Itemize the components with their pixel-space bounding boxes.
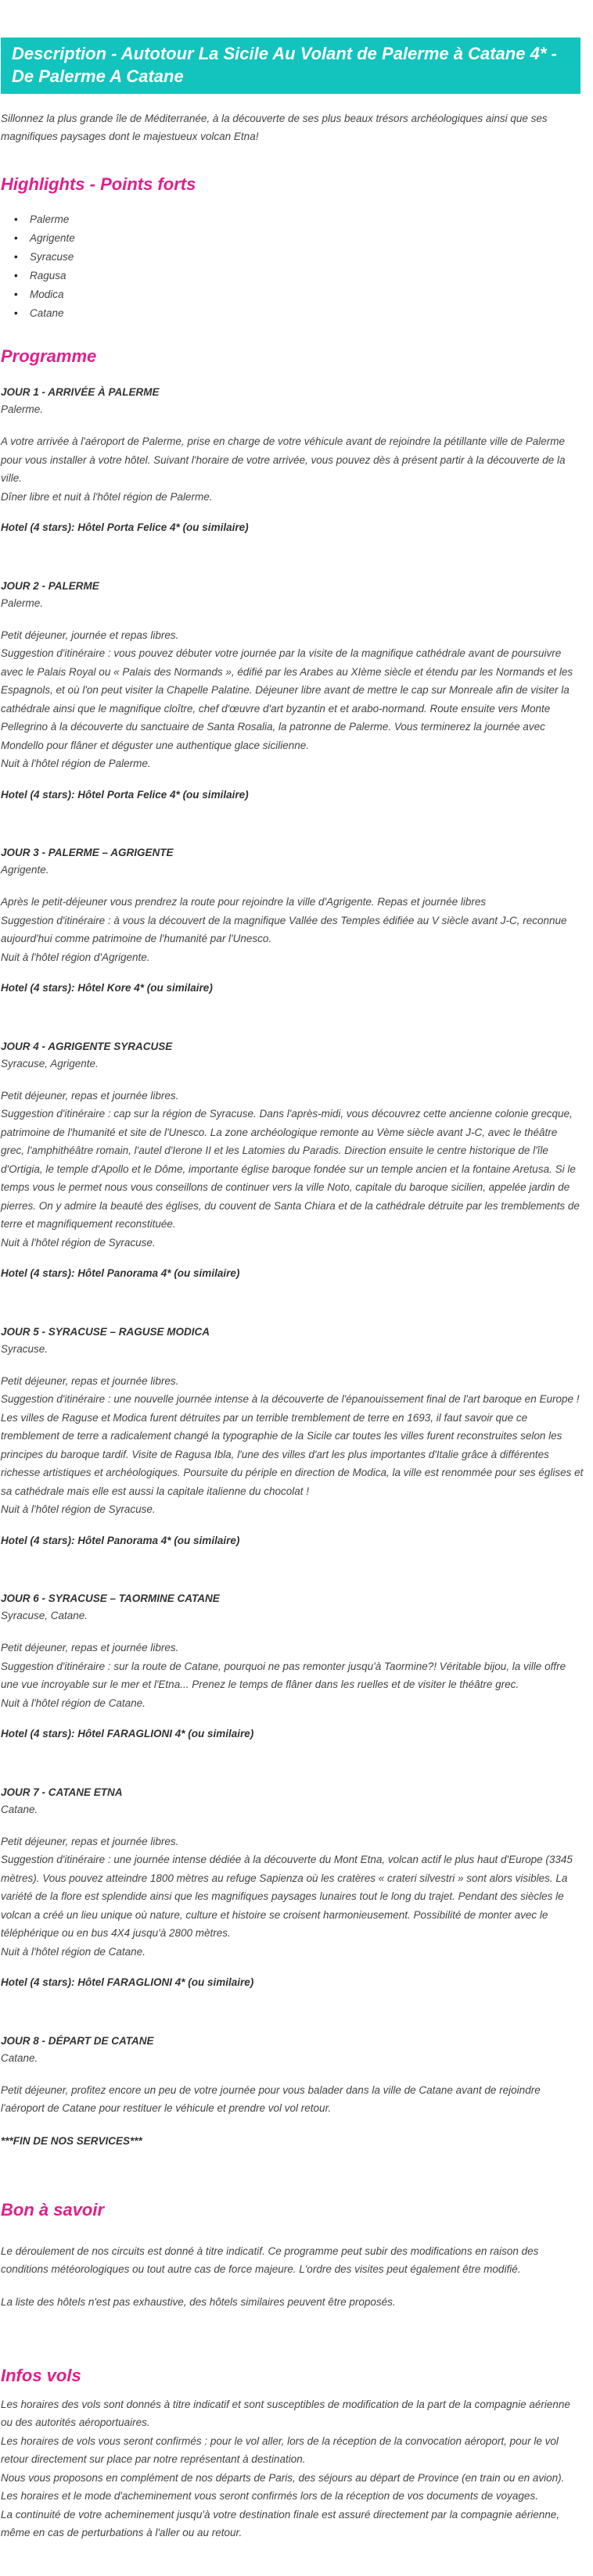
day-text: Dîner libre et nuit à l'hôtel région de Palerme. — [1, 490, 213, 503]
day-text: Nuit à l'hôtel région de Syracuse. — [1, 1236, 156, 1249]
day-5 — [1, 1324, 593, 1550]
bon-a-savoir-heading: Bon à savoir — [1, 2199, 105, 2220]
highlight-item — [14, 248, 593, 267]
highlights-heading: Highlights - Points forts — [1, 174, 196, 194]
day-7 — [1, 1784, 593, 1992]
highlight-item — [14, 210, 593, 229]
day-hotel: Hotel (4 stars): Hôtel Porta Felice 4* (ou similaire) — [1, 521, 249, 533]
day-place: Palerme. — [1, 597, 44, 609]
highlight-item — [14, 229, 593, 248]
day-title: JOUR 8 - DÉPART DE CATANE — [1, 2034, 154, 2047]
day-6 — [1, 1590, 593, 1743]
day-title: JOUR 2 - PALERME — [1, 579, 99, 592]
day-title: JOUR 3 - PALERME – AGRIGENTE — [1, 847, 174, 858]
day-text: Suggestion d'itinéraire : à vous la découvert de la magnifique Vallée des Temples édifiée au V siècle avant J-C, reconnue aujourd'hui comme patrimoine de l'humanité par l'Unesco. — [1, 914, 567, 944]
bullet-icon: • — [14, 288, 18, 300]
end-of-services: ***FIN DE NOS SERVICES*** — [1, 2134, 142, 2147]
infos-vols-line: Nous vous proposons en complément de nos départs de Paris, des séjours au départ de Province (en train ou en avion). — [1, 2471, 565, 2484]
day-hotel: Hotel (4 stars): Hôtel Panorama 4* (ou similaire) — [1, 1534, 240, 1546]
infos-vols-line: Les horaires de vols vous seront confirmés : pour le vol aller, lors de la réception de la convocation aéroport, pour le vol retour directement sur place par notre représentant à destination. — [1, 2434, 559, 2465]
page — [0, 38, 593, 2542]
day-1 — [1, 384, 593, 537]
day-text: Petit déjeuner, repas et journée libres. — [1, 1089, 179, 1102]
intro-text: Sillonnez la plus grande île de Méditerranée, à la découverte de ses plus beaux trésors archéologiques ainsi que ses magnifiques paysages dont le majestueux volcan Etna! — [1, 113, 548, 142]
day-text: Suggestion d'itinéraire : une journée intense dédiée à la découverte du Mont Etna, volcan actif le plus haut d'Europe (3345 mètres). Vous pouvez atteindre 1800 mètres au refuge Sapienza où les cratères « crateri silvestri » sont alors visibles. La variété de la flore est splendide ainsi que les magnifiques paysages lunaires tout le long du trajet. Pendant des siècles le volcan a créé un lieu unique où nature, culture et histoire se croisent harmonieusement. Possibilité de monter avec le téléphérique ou en bus 4X4 jusqu'à 2800 mètres. — [1, 1854, 573, 1939]
day-place: Palerme. — [1, 403, 44, 415]
highlights-list — [0, 210, 593, 323]
bullet-icon: • — [14, 251, 18, 263]
day-title: JOUR 7 - CATANE ETNA — [1, 1786, 123, 1798]
day-text: Petit déjeuner, repas et journée libres. — [1, 1642, 179, 1653]
highlight-label: Catane — [30, 307, 64, 319]
day-hotel: Hotel (4 stars): Hôtel Kore 4* (ou similaire) — [1, 982, 213, 994]
highlight-item — [14, 267, 593, 285]
day-hotel: Hotel (4 stars): Hôtel Porta Felice 4* (ou similaire) — [1, 788, 249, 801]
bullet-icon: • — [14, 307, 18, 319]
day-text: Nuit à l'hôtel région de Syracuse. — [1, 1503, 156, 1515]
day-2 — [1, 578, 593, 804]
day-text: Suggestion d'itinéraire : cap sur la région de Syracuse. Dans l'après-midi, vous découvrez cette ancienne colonie grecque, patrimoine de l'humanité et site de l'Unesco. La zone archéologique remonte au Vème siècle avant J-C, avec le théâtre grec, l'amphithéâtre romain, l'autel d'Ierone II et les Latomies du Paradis. Direction ensuite le centre historique de l'île d'Ortigia, le temple d'Apollo et le Dôme, importante église baroque fondée sur un temple ancien et la fontaine Aretusa. Si le temps vous le permet nous vous conseillons de continuer vers la ville Noto, capitale du baroque sicilien, appelée jardin de pierres. On y admire la beauté des églises, du couvent de Santa Chiara et de la cathédrale détruite par les tremblements de terre et magnifiquement reconstituée. — [1, 1108, 580, 1230]
highlight-item — [14, 304, 593, 323]
highlight-label: Ragusa — [30, 270, 66, 281]
day-title: JOUR 5 - SYRACUSE – RAGUSE MODICA — [1, 1325, 210, 1338]
day-place: Catane. — [1, 2051, 38, 2064]
bullet-icon: • — [14, 213, 18, 225]
bullet-icon: • — [14, 270, 18, 281]
highlight-label: Palerme — [30, 213, 70, 225]
day-text: Petit déjeuner, journée et repas libres. — [1, 629, 179, 641]
bon-a-savoir-paragraph: Le déroulement de nos circuits est donné à titre indicatif. Ce programme peut subir des modifications en raison des conditions météorologiques ou tout autre cas de force majeure. L'ordre des visites peut également être modifié. — [1, 2245, 539, 2275]
day-text: Petit déjeuner, repas et journée libres. — [1, 1835, 179, 1847]
day-text: Petit déjeuner, repas et journée libres. — [1, 1374, 179, 1387]
day-text: Après le petit-déjeuner vous prendrez la route pour rejoindre la ville d'Agrigente. Repas et journée libres — [1, 896, 487, 908]
day-place: Syracuse, Catane. — [1, 1610, 88, 1621]
day-title: JOUR 6 - SYRACUSE – TAORMINE CATANE — [1, 1593, 220, 1604]
bullet-icon: • — [14, 232, 18, 244]
programme-heading: Programme — [1, 346, 97, 366]
day-text: Suggestion d'itinéraire : sur la route de Catane, pourquoi ne pas remonter jusqu'à Taormine?! Véritable bijou, la ville offre une vue incroyable sur le mer et l'Etna... Prenez le temps de flâner dans les ruelles et de visiter le théâtre grec. — [1, 1660, 566, 1690]
day-text: Nuit à l'hôtel région de Catane. — [1, 1696, 146, 1709]
day-place: Catane. — [1, 1803, 38, 1815]
day-place: Agrigente. — [1, 864, 49, 876]
day-place: Syracuse, Agrigente. — [1, 1057, 99, 1069]
day-8 — [1, 2033, 593, 2118]
day-hotel: Hotel (4 stars): Hôtel FARAGLIONI 4* (ou similaire) — [1, 1728, 254, 1739]
day-text: Suggestion d'itinéraire : une nouvelle journée intense à la découverte de l'épanouissement final de l'art baroque en Europe ! Les villes de Raguse et Modica furent détruites par un terrible tremblement de terre en 1693, il faut savoir que ce tremblement de terre a radicalement changé la typographie de la Sicile car toutes les villes furent reconstruites selon les principes du baroque tardif. Visite de Ragusa Ibla, l'une des villes d'art les plus importantes d'Italie grâce à différentes richesse artistiques et archéologiques. Poursuite du périple en direction de Modica, la ville est renommée pour ses églises et sa cathédrale mais elle est aussi la capitale italienne du chocolat ! — [1, 1393, 584, 1497]
infos-vols-line: Les horaires et le mode d'acheminement vous seront confirmés lors de la réception de vos documents de voyages. — [1, 2490, 538, 2502]
day-text: Petit déjeuner, profitez encore un peu de votre journée pour vous balader dans la ville de Catane avant de rejoindre l'aéroport de Catane pour restituer le véhicule et prendre vol vol retour. — [1, 2083, 541, 2114]
infos-vols-heading: Infos vols — [1, 2365, 81, 2385]
day-hotel: Hotel (4 stars): Hôtel FARAGLIONI 4* (ou similaire) — [1, 1976, 254, 1988]
highlight-label: Agrigente — [30, 232, 75, 244]
infos-vols-text — [1, 2395, 593, 2542]
day-text: Nuit à l'hôtel région de Catane. — [1, 1945, 146, 1958]
highlight-item — [14, 285, 593, 304]
day-text: Nuit à l'hôtel région d'Agrigente. — [1, 951, 150, 963]
day-hotel: Hotel (4 stars): Hôtel Panorama 4* (ou similaire) — [1, 1267, 240, 1279]
day-place: Syracuse. — [1, 1342, 49, 1355]
day-text: Nuit à l'hôtel région de Palerme. — [1, 758, 151, 769]
bon-a-savoir-hotels-note: La liste des hôtels n'est pas exhaustive, des hôtels similaires peuvent être proposés. — [1, 2295, 396, 2308]
infos-vols-line: Les horaires des vols sont donnés à titre indicatif et sont susceptibles de modification de la part de la compagnie aérienne ou des autorités aéroportuaires. — [1, 2398, 570, 2428]
day-text: A votre arrivée à l'aéroport de Palerme, prise en charge de votre véhicule avant de rejoindre la pétillante ville de Palerme pour vous installer à votre hôtel. Suivant l'horaire de votre arrivée, vous pouvez dès à présent partir à la découverte de la ville. — [1, 435, 566, 484]
day-4 — [1, 1038, 593, 1283]
infos-vols-line: La continuité de votre acheminement jusqu'à votre destination finale est assuré directement par la compagnie aérienne, même en cas de perturbations à l'aller ou au retour. — [1, 2508, 560, 2538]
highlight-label: Modica — [30, 288, 64, 300]
description-banner — [1, 38, 580, 94]
day-title: JOUR 1 - ARRIVÉE À PALERME — [1, 386, 160, 398]
day-3 — [1, 844, 593, 998]
day-title: JOUR 4 - AGRIGENTE SYRACUSE — [1, 1040, 173, 1052]
highlight-label: Syracuse — [30, 251, 74, 263]
banner-title: Description - Autotour La Sicile Au Volant de Palerme à Catane 4* - De Palerme A Catane — [12, 44, 557, 86]
day-text: Suggestion d'itinéraire : vous pouvez débuter votre journée par la visite de la magnifique cathédrale avant de poursuivre avec le Palais Royal ou « Palais des Normands », édifié par les Arabes au XIème siècle et étendu par les Normands et les Espagnols, et où l'on peut visiter la Chapelle Palatine. Déjeuner libre avant de mettre le cap sur Monreale afin de visiter la cathédrale ainsi que le magnifique cloître, chef d'œuvre d'art byzantin et et arabo-normand. Route ensuite vers Monte Pellegrino à la découverte du sanctuaire de Santa Rosalia, la patronne de Palerme. Vous terminerez la journée avec Mondello pour flâner et déguster une authentique glace sicilienne. — [1, 647, 573, 751]
